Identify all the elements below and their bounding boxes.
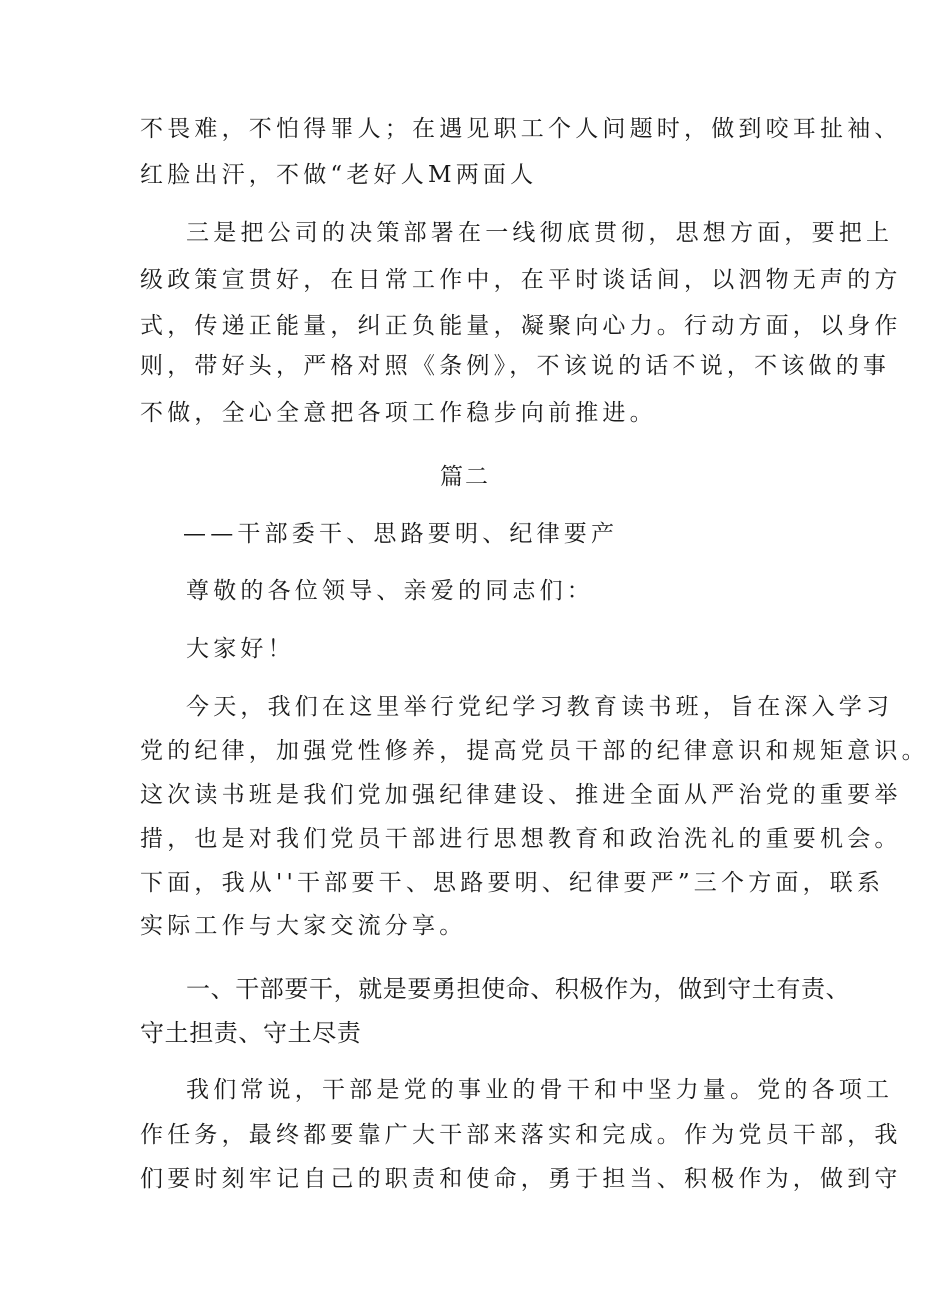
text-line: 这次读书班是我们党加强纪律建设、推进全面从严治党的重要举 <box>140 782 902 808</box>
text-line: 不做，全心全意把各项工作稳步向前推进。 <box>140 400 657 426</box>
text-line: 不畏难，不怕得罪人；在遇见职工个人问题时，做到咬耳扯袖、 <box>140 116 902 142</box>
text-line: 党的纪律，加强党性修养，提高党员干部的纪律意识和规矩意识。 <box>140 738 929 764</box>
text-line: 式，传递正能量，纠正负能量，凝聚向心力。行动方面，以身作 <box>140 313 902 339</box>
text-line: 作任务，最终都要靠广大干部来落实和完成。作为党员干部，我 <box>140 1122 902 1148</box>
section-title: 篇二 <box>440 464 490 490</box>
heading-line: 守土担责、守土尽责 <box>140 1019 362 1047</box>
text-line: 今天，我们在这里举行党纪学习教育读书班，旨在深入学习 <box>186 694 894 720</box>
text-line: 红脸出汗，不做“老好人M两面人 <box>140 162 538 188</box>
text-line: 们要时刻牢记自己的职责和使命，勇于担当、积极作为，做到守 <box>140 1166 902 1192</box>
text-line: 措，也是对我们党员干部进行思想教育和政治洗礼的重要机会。 <box>140 826 902 852</box>
text-line: 三是把公司的决策部署在一线彻底贯彻，思想方面，要把上 <box>186 220 894 246</box>
subtitle: ——干部委干、思路要明、纪律要产 <box>183 521 619 547</box>
text-line: 我们常说，干部是党的事业的骨干和中坚力量。党的各项工 <box>186 1077 894 1103</box>
text-line: 级政策宣贯好，在日常工作中，在平时谈话间，以泗物无声的方 <box>140 267 902 293</box>
heading-line: 一、干部要干，就是要勇担使命、积极作为，做到守土有责、 <box>186 975 851 1003</box>
text-line: 则，带好头，严格对照《条例》，不该说的话不说，不该做的事 <box>140 353 891 379</box>
greeting: 大家好！ <box>186 636 295 662</box>
text-line: 下面，我从''干部要干、思路要明、纪律要严”三个方面，联系 <box>140 870 885 896</box>
text-line: 实际工作与大家交流分享。 <box>140 913 467 939</box>
salutation: 尊敬的各位领导、亲爱的同志们： <box>186 578 594 604</box>
